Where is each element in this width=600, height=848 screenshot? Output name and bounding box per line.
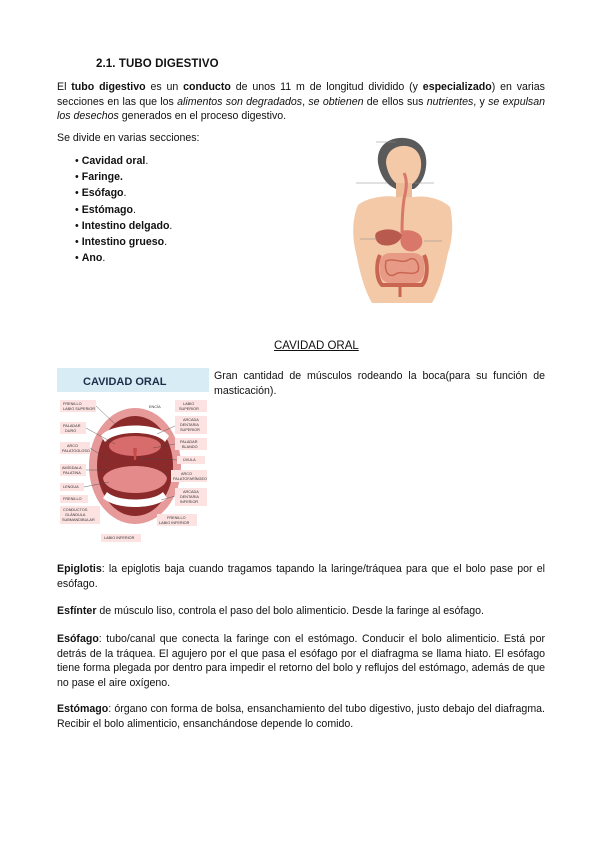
label-dentaria: DENTARIA (180, 423, 199, 427)
bullet-icon: • (75, 187, 79, 200)
section-end: . (169, 219, 173, 232)
label-palatofaringeo: PALATOFARÍNGEO (173, 477, 207, 481)
label-labio-superior: LABIO SUPERIOR (63, 407, 96, 411)
bullet-icon: • (75, 171, 79, 184)
list-item (75, 250, 172, 266)
list-item (75, 185, 172, 201)
label-arco-palatofaringeo: ARCO (181, 472, 192, 476)
label-labio-inferior: LABIO INFERIOR (104, 536, 135, 540)
section-name: Estómago (81, 203, 133, 216)
intro-italic-term: se expulsan los desechos (57, 95, 546, 123)
label-superior: SUPERIOR (179, 407, 199, 411)
list-item (75, 218, 172, 234)
label-paladar-duro-2: DURO (65, 429, 77, 433)
intro-text: es un (145, 81, 184, 93)
intro-bold-term: conducto (183, 81, 231, 93)
intro-italic-term: alimentos son degradados (177, 95, 303, 108)
list-item (75, 169, 172, 185)
label-frenillo-inferior: FRENILLO (167, 516, 186, 520)
term-estomago: Estómago (57, 703, 109, 715)
label-amigdala-2: PALATINA (63, 471, 81, 475)
intro-paragraph (57, 80, 545, 124)
section-name: Esófago (81, 187, 124, 200)
label-labio-inferior-2: LABIO INFERIOR (159, 521, 190, 525)
digestive-system-illustration (336, 133, 466, 307)
list-item (75, 153, 172, 169)
oral-description: Gran cantidad de músculos rodeando la boca(para su función de masticación). (214, 370, 545, 397)
label-arcada-inferior: ARCADA (183, 490, 199, 494)
bullet-icon: • (75, 155, 79, 167)
label-submandibular: SUBMANDIBULAR (62, 518, 95, 522)
intro-bold-term: tubo digestivo (71, 81, 146, 93)
section-name: Cavidad oral (81, 155, 146, 167)
section-name: Intestino grueso (81, 235, 165, 248)
intro-italic-term: nutrientes (426, 95, 474, 108)
esfinter-paragraph (57, 604, 545, 619)
definition-text: : órgano con forma de bolsa, ensanchamiento del tubo digestivo, justo debajo del diafragma. Recibir el bolo alimenticio, ensanchándose depende lo comido. (57, 703, 545, 730)
section-end: . (132, 203, 136, 216)
label-frenillo-superior: FRENILLO (63, 402, 82, 406)
bullet-icon: • (75, 219, 79, 232)
intro-italic-term: se obtienen (308, 95, 364, 108)
label-amigdala: AMÍGDALA (62, 466, 82, 470)
section-name: Faringe. (81, 171, 123, 184)
section-name: Ano (81, 252, 103, 265)
list-item (75, 202, 172, 218)
label-inferior: INFERIOR (180, 500, 199, 504)
definition-text: de músculo liso, controla el paso del bolo alimenticio. Desde la faringe al esófago. (96, 605, 484, 617)
label-arcada: ARCADA (183, 418, 199, 422)
figure-title: CAVIDAD ORAL (83, 376, 167, 388)
intro-text: de unos 11 m de longitud dividido (y (230, 81, 423, 93)
label-conductos: CONDUCTOS (63, 508, 88, 512)
bullet-icon: • (75, 252, 79, 265)
intro-text: , (302, 95, 309, 108)
label-lengua: LENGUA (63, 485, 79, 489)
intro-text: ) en varias secciones en las que los (57, 81, 545, 108)
term-esfinter: Esfínter (57, 605, 97, 617)
intro-bold-term: especializado (422, 81, 492, 93)
estomago-paragraph (57, 702, 545, 731)
sections-list (75, 153, 172, 266)
bullet-icon: • (75, 235, 79, 248)
intro-text: , y (473, 95, 489, 108)
section-end: . (164, 235, 168, 248)
section-name: Intestino delgado (81, 219, 170, 232)
intro-text: generados en el proceso digestivo. (118, 110, 287, 123)
bullet-icon: • (75, 203, 79, 216)
term-esofago: Esófago (57, 633, 99, 645)
label-uvula: ÚVULA (183, 458, 196, 462)
oral-cavity-illustration (57, 366, 209, 546)
section-end: . (123, 187, 127, 200)
esofago-paragraph (57, 632, 545, 690)
section-end: . (145, 155, 149, 167)
label-dentaria-2: DENTARIA (180, 495, 199, 499)
epiglotis-paragraph (57, 562, 545, 591)
label-paladar-duro: PALADAR (63, 424, 81, 428)
definition-text: : la epiglotis baja cuando tragamos tapando la laringe/tráquea para que el bolo pase por el esófago. (57, 563, 545, 590)
label-arco-palatogloso-2: PALATOGLOSO (62, 449, 90, 453)
label-frenillo: FRENILLO (63, 497, 82, 501)
label-blando: BLANDO (182, 445, 198, 449)
definition-text: : tubo/canal que conecta la faringe con el estómago. Conducir el bolo alimenticio. Está por detrás de la tráquea. El agujero por el que pasa el esófago por el diafragma se llama hiato. El esófago tiene forma plegada por dentro para impedir el retorno del bolo y reflujos del estómago, además de que no pase el aire oxígeno. (57, 633, 545, 689)
label-arco-palatogloso: ARCO (67, 444, 78, 448)
list-item (75, 234, 172, 250)
label-labio: LABIO (183, 402, 195, 406)
label-encia: ENCÍA (149, 405, 161, 409)
label-paladar-blando: PALADAR (180, 440, 198, 444)
term-epiglotis: Epiglotis (57, 563, 102, 575)
cavidad-oral-heading: CAVIDAD ORAL (274, 340, 359, 352)
label-superior-2: SUPERIOR (180, 428, 200, 432)
section-end: . (102, 252, 106, 265)
intro-text: de ellos sus (363, 95, 427, 108)
small-intestine-shape (380, 253, 424, 283)
section-title: 2.1. TUBO DIGESTIVO (96, 58, 219, 70)
label-glandula: GLÁNDULA (65, 513, 86, 517)
intro-text: El (57, 81, 72, 93)
sections-intro: Se divide en varias secciones: (57, 132, 200, 144)
